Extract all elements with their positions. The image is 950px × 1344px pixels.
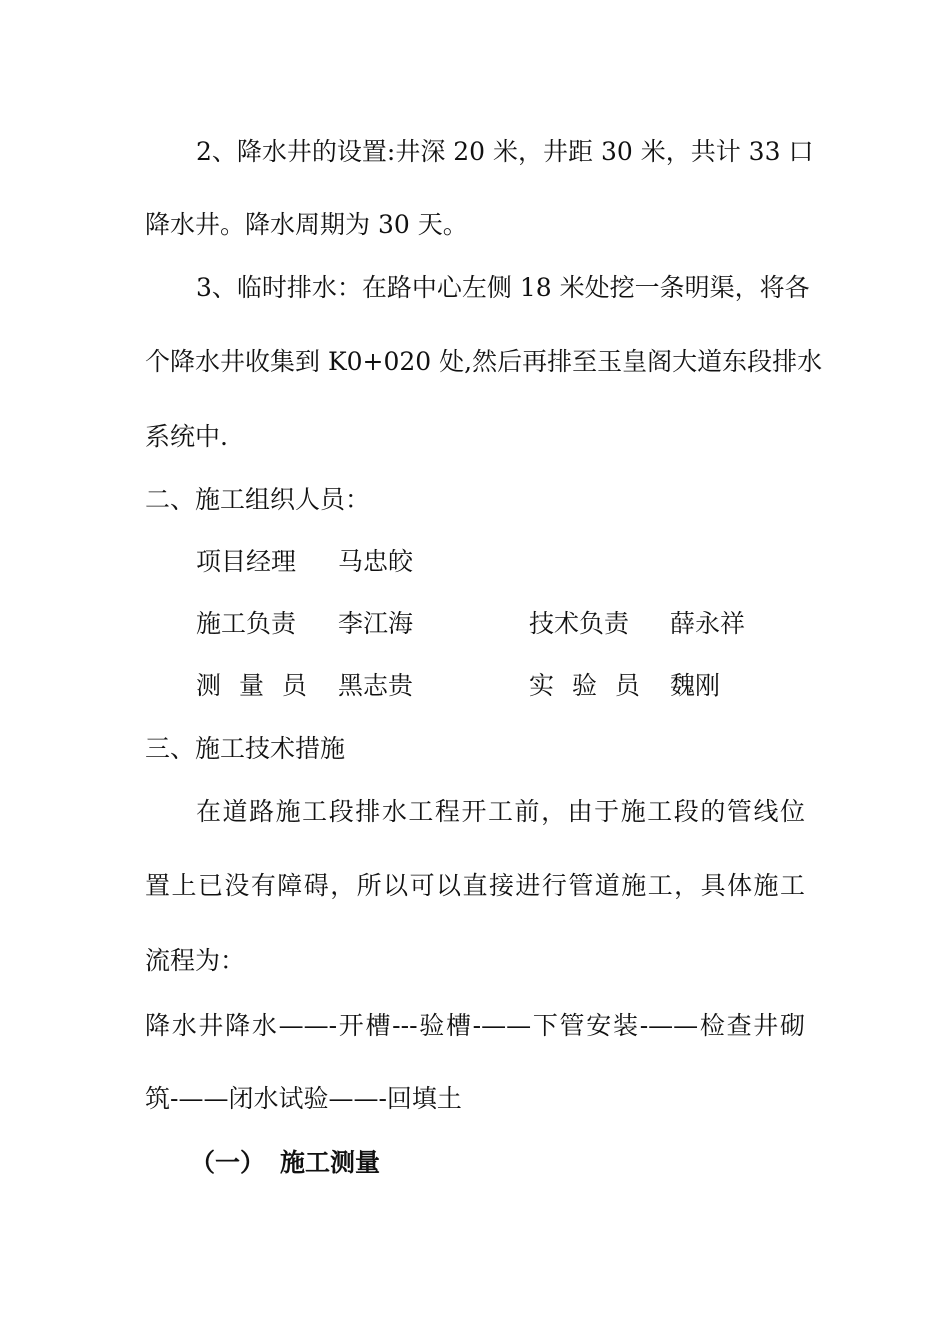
staff-role: 测 量 员 bbox=[196, 671, 312, 700]
section-heading-technical-measures: 三、施工技术措施 bbox=[145, 734, 346, 763]
paragraph-intro-line-1: 在道路施工段排水工程开工前，由于施工段的管线位 bbox=[196, 797, 805, 826]
subsection-number: （一） bbox=[190, 1148, 266, 1177]
paragraph-intro-line-3: 流程为： bbox=[145, 946, 246, 975]
staff-name: 黑志贵 bbox=[338, 671, 414, 700]
paragraph-temporary-drainage-line-3: 系统中. bbox=[145, 422, 228, 451]
staff-role: 实 验 员 bbox=[529, 671, 645, 700]
staff-role: 施工负责 bbox=[196, 609, 297, 638]
staff-name: 李江海 bbox=[338, 609, 414, 638]
paragraph-intro-line-2: 置上已没有障碍，所以可以直接进行管道施工，具体施工 bbox=[145, 871, 805, 900]
staff-name: 马忠皎 bbox=[338, 547, 414, 576]
process-flow-line-2: 筑-——闭水试验——-回填土 bbox=[145, 1084, 462, 1113]
staff-role: 项目经理 bbox=[196, 547, 297, 576]
process-flow-line-1: 降水井降水——-开槽---验槽-——下管安装-——检查井砌 bbox=[145, 1011, 805, 1040]
paragraph-dewatering-wells-line-2: 降水井。降水周期为 30 天。 bbox=[145, 210, 468, 239]
paragraph-temporary-drainage-line-1: 3、临时排水：在路中心左侧 18 米处挖一条明渠，将各 bbox=[196, 273, 810, 302]
paragraph-temporary-drainage-line-2: 个降水井收集到 K0+020 处,然后再排至玉皇阁大道东段排水 bbox=[145, 347, 823, 376]
staff-name: 薛永祥 bbox=[670, 609, 746, 638]
paragraph-dewatering-wells-line-1: 2、降水井的设置:井深 20 米，井距 30 米，共计 33 口 bbox=[196, 137, 814, 166]
staff-name: 魏刚 bbox=[670, 671, 721, 700]
staff-role: 技术负责 bbox=[529, 609, 630, 638]
subsection-title: 施工测量 bbox=[280, 1148, 381, 1177]
section-heading-personnel: 二、施工组织人员： bbox=[145, 485, 371, 514]
